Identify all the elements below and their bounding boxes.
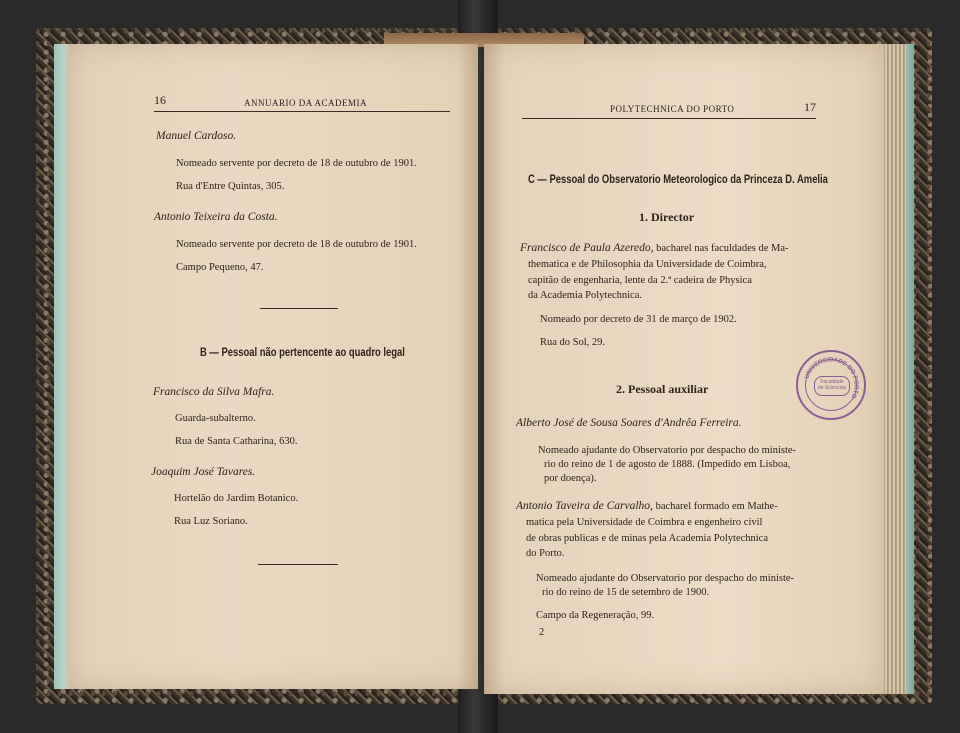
auxiliar-name: Antonio Taveira de Carvalho, (516, 500, 653, 512)
signature-mark: 2 (539, 627, 545, 638)
director-bio-line: da Academia Polytechnica. (528, 290, 642, 301)
left-page (68, 44, 478, 689)
entry-line: Rua de Santa Catharina, 630. (175, 436, 298, 447)
auxiliar-bio-line: matica pela Universidade de Coimbra e engenheiro civil (526, 517, 763, 528)
entry-name: Manuel Cardoso. (156, 130, 237, 142)
entry-line: Rua d'Entre Quintas, 305. (176, 181, 285, 192)
header-rule-left (154, 111, 450, 112)
entry-name: Antonio Teixeira da Costa. (154, 211, 278, 223)
right-page-edge (884, 44, 914, 694)
running-header-right: POLYTECHNICA DO PORTO (610, 104, 735, 114)
auxiliar-name: Alberto José de Sousa Soares d'Andrêa Ferreira. (516, 417, 742, 429)
director-line: Rua do Sol, 29. (540, 337, 606, 348)
director-bio-line: bacharel nas faculdades de Ma- (653, 243, 789, 254)
entry-line: Guarda-subalterno. (175, 413, 256, 424)
auxiliar-line: rio do reino de 15 de setembro de 1900. (542, 587, 710, 598)
running-header-left: ANNUARIO DA ACADEMIA (244, 98, 368, 108)
entry-line: Hortelão do Jardim Botanico. (174, 493, 299, 504)
entry-name: Joaquim José Tavares. (151, 466, 256, 478)
auxiliar-bio-line: de obras publicas e de minas pela Academia Polytechnica (526, 533, 768, 544)
auxiliar-line: rio do reino de 1 de agosto de 1888. (Impedido em Lisboa, (544, 459, 791, 470)
director-bio-line: capitão de engenharia, lente da 2.ª cadeira de Physica (528, 275, 752, 286)
stamp-outer-text: UNIVERSIDADE DO PORTO (803, 356, 860, 400)
section-divider (258, 564, 338, 565)
entry-line: Nomeado servente por decreto de 18 de outubro de 1901. (176, 158, 417, 169)
director-bio-line: thematica e de Philosophia da Universidade de Coimbra, (528, 259, 767, 270)
page-number-right: 17 (804, 100, 816, 114)
auxiliar-line: Nomeado ajudante do Observatorio por despacho do ministe- (538, 445, 797, 456)
entry-line: Rua Luz Soriano. (174, 516, 248, 527)
auxiliar-bio-line: do Porto. (526, 548, 565, 559)
subheading-auxiliar: 2. Pessoal auxiliar (616, 382, 709, 396)
director-name: Francisco de Paula Azeredo, (520, 242, 654, 254)
auxiliar-line: Nomeado ajudante do Observatorio por despacho do ministe- (536, 573, 795, 584)
stamp-inner-text: Faculdade de Sciencias (817, 379, 847, 391)
entry-name: Francisco da Silva Mafra. (153, 386, 275, 398)
director-line: Nomeado por decreto de 31 de março de 1902. (540, 314, 737, 325)
stamp-core (814, 376, 850, 396)
page-number-left: 16 (154, 93, 166, 107)
library-stamp (796, 350, 866, 420)
section-title-c: C — Pessoal do Observatorio Meteorologico da Princeza D. Amelia (528, 174, 828, 186)
auxiliar-bio-line: bacharel formado em Mathe- (652, 501, 778, 512)
auxiliar-entry (516, 500, 778, 513)
auxiliar-line: por doença). (544, 473, 597, 484)
entry-line: Campo Pequeno, 47. (176, 262, 264, 273)
auxiliar-line: Campo da Regeneração, 99. (536, 610, 655, 621)
section-divider (260, 308, 338, 309)
subheading-director: 1. Director (639, 210, 695, 224)
header-rule-right (522, 118, 816, 119)
entry-line: Nomeado servente por decreto de 18 de outubro de 1901. (176, 239, 417, 250)
section-title-b: B — Pessoal não pertencente ao quadro legal (200, 347, 405, 359)
director-entry (520, 242, 789, 255)
